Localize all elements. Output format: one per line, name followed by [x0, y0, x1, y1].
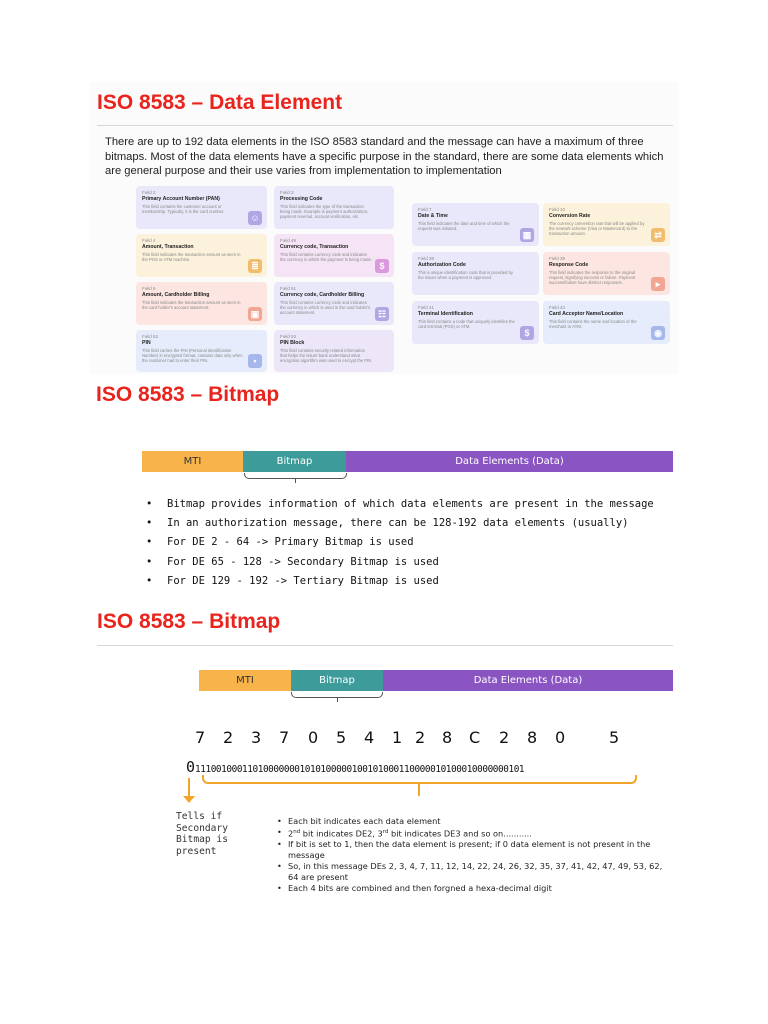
first-bit: 0 — [186, 758, 196, 776]
hex-digit: 2 — [499, 728, 510, 747]
card-name: Terminal Identification — [418, 311, 473, 317]
bitmap-brace-tick — [295, 479, 296, 483]
data-element-card — [412, 301, 539, 344]
card-description: This field indicates the transaction amount as seen in the card holder's account statement. — [142, 300, 241, 311]
card-description: This field contains security related information that helps the issuer bank understand what encryption algorithm was used to encrypt the PIN. — [280, 348, 373, 364]
card-description: This field indicates the date and time of which the request was initiated. — [418, 221, 510, 232]
arrow-down-icon — [183, 796, 195, 803]
data-elements-segment: Data Elements (Data) — [383, 670, 673, 691]
bitmap-title-1: ISO 8583 – Bitmap — [96, 383, 280, 406]
data-element-card — [274, 330, 394, 372]
data-element-card — [274, 282, 394, 325]
card-description: This field indicates the response to the original request, signifying success or failure. Payment success/failure have distinct responses. — [549, 270, 636, 286]
bits-bracket-stem — [418, 784, 420, 796]
hex-digit: 8 — [442, 728, 453, 747]
card-name: Amount, Transaction — [142, 244, 194, 250]
card-name: Amount, Cardholder Billing — [142, 292, 210, 298]
data-element-card — [136, 282, 267, 325]
card-description: This field contains the customer account or membership. Typically, it is the card number. — [142, 204, 225, 215]
hex-digit: 0 — [308, 728, 319, 747]
note-item: • If bit is set to 1, then the data element is present; if 0 data element is not present in the message — [276, 839, 671, 861]
note-item: • So, in this message DEs 2, 3, 4, 7, 11, 12, 14, 22, 24, 26, 32, 35, 37, 41, 42, 47, 49, 53, 62, 64 are present — [276, 861, 671, 883]
data-element-card — [543, 203, 670, 246]
card-name: Primary Account Number (PAN) — [142, 196, 220, 202]
hex-digit: 8 — [527, 728, 538, 747]
data-element-card — [136, 186, 267, 229]
card-field-number: Field 49 — [280, 238, 297, 243]
hex-digit: 1 — [392, 728, 403, 747]
hex-digit: 5 — [609, 728, 620, 747]
card-description: This a unique identification code that is provided by the issuer when a payment is approved. — [418, 270, 513, 281]
dollar-icon: $ — [375, 259, 389, 273]
data-element-card — [274, 186, 394, 229]
card-field-number: Field 39 — [549, 256, 566, 261]
binary-bitmap — [186, 757, 524, 776]
terminal-icon: ▸ — [651, 277, 665, 291]
card-field-number: Field 4 — [142, 238, 156, 243]
card-field-number: Field 51 — [280, 286, 297, 291]
wallet-icon: ▣ — [248, 307, 262, 321]
data-element-card — [136, 234, 267, 277]
note-item: • Each bit indicates each data element — [276, 816, 671, 827]
card-name: PIN — [142, 340, 151, 346]
bitmap-notes-list — [276, 816, 671, 893]
title-divider — [97, 125, 673, 126]
card-field-number: Field 43 — [549, 305, 566, 310]
card-name: Processing Code — [280, 196, 323, 202]
card-name: Authorization Code — [418, 262, 466, 268]
hex-digit: 0 — [555, 728, 566, 747]
bullet-item: • For DE 2 - 64 -> Primary Bitmap is used — [146, 533, 654, 552]
data-element-card — [274, 234, 394, 277]
hex-digit: 2 — [415, 728, 426, 747]
bitmap-segment: Bitmap — [243, 451, 346, 472]
data-element-card — [136, 330, 267, 372]
data-element-title: ISO 8583 – Data Element — [97, 91, 343, 114]
data-element-intro: There are up to 192 data elements in the ISO 8583 standard and the message can have a maximum of three bitmaps. Most of the data elements have a specific purpose in the standard, there are some data elements which are general purpose and their use varies from implementation to implementation — [105, 136, 664, 177]
bullet-item: • Bitmap provides information of which data elements are present in the message — [146, 495, 654, 514]
card-field-number: Field 41 — [418, 305, 435, 310]
bitmap-segment: Bitmap — [291, 670, 383, 691]
bullet-item: • In an authorization message, there can be 128-192 data elements (usually) — [146, 514, 654, 533]
card-field-number: Field 38 — [418, 256, 435, 261]
card-description: This field contains currency code and indicates the currency in which the payment is being made. — [280, 252, 372, 263]
title-divider — [97, 645, 673, 646]
card-field-number: Field 7 — [418, 207, 432, 212]
mti-segment: MTI — [142, 451, 243, 472]
dollar-icon: $ — [520, 326, 534, 340]
card-field-number: Field 2 — [142, 190, 156, 195]
bills-icon: ☷ — [375, 307, 389, 321]
card-name: Date & Time — [418, 213, 448, 219]
data-element-card — [543, 301, 670, 344]
calendar-icon: ▦ — [520, 228, 534, 242]
secondary-bitmap-note: Tells if Secondary Bitmap is present — [176, 811, 228, 857]
card-description: This field contains the name and location of the merchant or ATM. — [549, 319, 637, 330]
data-element-card — [412, 252, 539, 295]
card-field-number: Field 10 — [549, 207, 566, 212]
card-name: Response Code — [549, 262, 589, 268]
card-name: Currency code, Transaction — [280, 244, 349, 250]
bitmap-bullet-list — [146, 495, 654, 591]
remaining-bits: 111001000110100000001010100000100101000110000010100010000000101 — [195, 764, 525, 775]
hex-digit: C — [469, 728, 481, 747]
hex-digit: 5 — [336, 728, 347, 747]
card-name: Card Acceptor Name/Location — [549, 311, 624, 317]
note-item: • 2nd bit indicates DE2, 3rd bit indicates DE3 and so on........... — [276, 827, 671, 840]
message-structure-bar-1 — [142, 451, 673, 472]
person-card-icon: ☺ — [248, 211, 262, 225]
bits-bracket — [202, 775, 637, 784]
card-name: PIN Block — [280, 340, 305, 346]
card-description: This field indicates the type of the transaction being made. Example is payment authorization, payment reversal, account verification, etc. — [280, 204, 369, 220]
location-icon: ◉ — [651, 326, 665, 340]
data-element-card — [412, 203, 539, 246]
card-description: This field contains a code that uniquely identifies the card terminal (POS) or ATM. — [418, 319, 515, 330]
hex-digit: 2 — [223, 728, 234, 747]
mti-segment: MTI — [199, 670, 291, 691]
hex-digit: 7 — [195, 728, 206, 747]
card-description: This field carries the PIN (Personal Identification Number) in encrypted format, contains data only when the customer had to enter their PIN. — [142, 348, 243, 364]
card-description: This field indicates the transaction amount as seen in the POS or ATM machine. — [142, 252, 241, 263]
data-elements-segment: Data Elements (Data) — [346, 451, 673, 472]
exchange-icon: ⇄ — [651, 228, 665, 242]
bullet-item: • For DE 65 - 128 -> Secondary Bitmap is used — [146, 553, 654, 572]
card-description: The currency conversion rate that will be applied by the network scheme (Visa or Mastercard) to the transaction amount. — [549, 221, 645, 237]
bitmap-title-2: ISO 8583 – Bitmap — [97, 610, 281, 633]
card-field-number: Field 52 — [142, 334, 159, 339]
card-description: This field contains currency code and indicates the currency in which is used in the card holder's account statement. — [280, 300, 371, 316]
bullet-item: • For DE 129 - 192 -> Tertiary Bitmap is used — [146, 572, 654, 591]
hex-digit: 3 — [251, 728, 262, 747]
message-structure-bar-2 — [199, 670, 673, 691]
card-name: Conversion Rate — [549, 213, 591, 219]
card-name: Currency code, Cardholder Billing — [280, 292, 365, 298]
first-bit-arrow-shaft — [188, 778, 190, 798]
bitmap-brace-tick — [337, 698, 338, 702]
hex-digit: 4 — [364, 728, 375, 747]
card-field-number: Field 53 — [280, 334, 297, 339]
card-field-number: Field 6 — [142, 286, 156, 291]
card-field-number: Field 3 — [280, 190, 294, 195]
note-item: • Each 4 bits are combined and then forgned a hexa-decimal digit — [276, 883, 671, 894]
data-element-card — [543, 252, 670, 295]
receipt-icon: ≣ — [248, 259, 262, 273]
pin-icon: • — [248, 354, 262, 368]
hex-digit: 7 — [279, 728, 290, 747]
